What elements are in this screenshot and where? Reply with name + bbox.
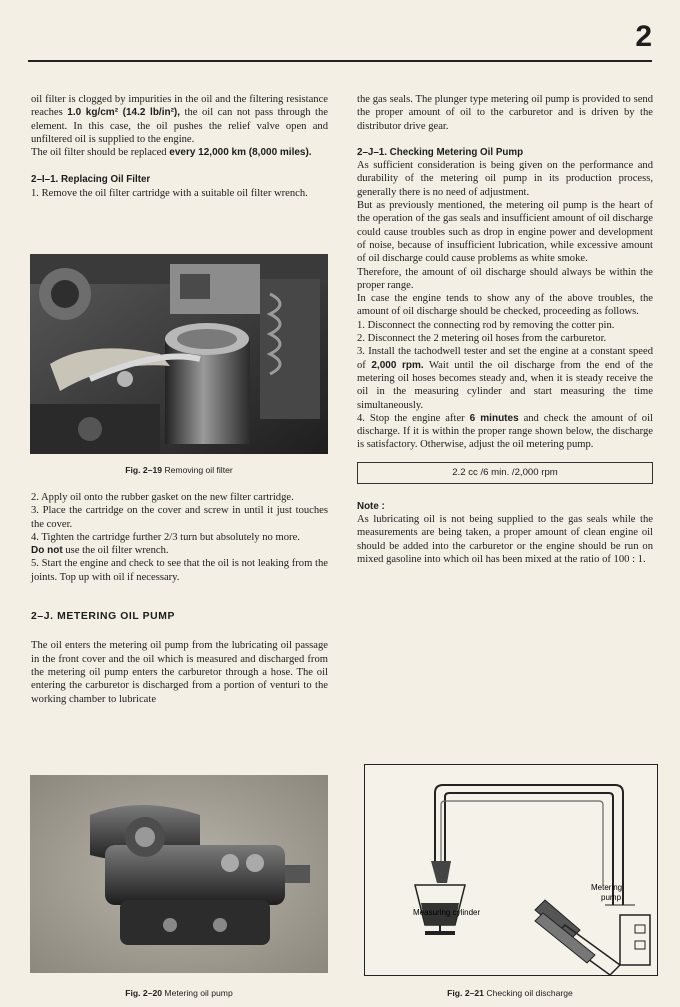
cylinder-label: Measuring cylinder [413,908,481,917]
paragraph-1: As sufficient consideration is being given on the performance and durability of the metering oil pump in its production process, generally there is no need of adjustment. [357,160,653,198]
left-column-top [31,93,328,200]
page-number: 2 [635,20,652,53]
note-paragraph: As lubricating oil is not being supplied to the gas seals while the measurements are being taken, a proper amount of clean engine oil should be added into the carburetor or the engine should be run on mixed gasoline into which oil has been mixed at the ratio of 100 : 1. [357,514,653,565]
metering-pump-photo [30,775,328,973]
section-paragraph: The oil enters the metering oil pump from the lubricating oil passage in the front cover and the oil which is measured and discharged from the metering oil pump enters the carburetor through a hose. The oil entering the carburetor is discharged from a portion of venturi to the working chamber to lubricate [31,640,328,705]
step-1: 1. Remove the oil filter cartridge with a suitable oil filter wrench. [31,187,308,199]
step-3: 3. Place the cartridge on the cover and screw in until it just touches the cover. [31,505,328,530]
metering-pump-drawing [535,900,650,975]
check-step-1: 1. Disconnect the connecting rod by removing the cotter pin. [357,319,615,331]
left-column-bottom [31,491,328,706]
check-step-4: 4. Stop the engine after 6 minutes and check the amount of oil discharge. If it is within the proper range shown below, the discharge is satisfactory. Otherwise, adjust the oil metering pump. [357,412,653,451]
paragraph-3: Therefore, the amount of oil discharge should always be within the proper range. [357,266,653,291]
intro-paragraph: oil filter is clogged by impurities in the oil and the filtering resistance reaches 1.0 kg/cm² (14.2 lb/in²), the oil can not pass through the element. In this case, the oil pushes the relief valve open and unfiltered oil is supplied to the engine. [31,94,328,145]
fig21-caption: Fig. 2–21 Checking oil discharge [447,988,573,998]
check-step-2: 2. Disconnect the 2 metering oil hoses from the carburetor. [357,333,607,345]
replace-heading: 2–I–1. Replacing Oil Filter [31,174,151,186]
pump-label-line1: Metering [591,883,623,892]
step-4: 4. Tighten the cartridge further 2/3 turn but absolutely no more. [31,531,300,543]
step-5: 5. Start the engine and check to see that the oil is not leaking from the joints. Top up with oil if necessary. [31,558,328,583]
note-heading: Note : [357,500,385,512]
pump-label-line2: pump [601,893,622,902]
step-2: 2. Apply oil onto the rubber gasket on the new filter cartridge. [31,492,294,503]
header-rule [28,60,652,62]
check-heading: 2–J–1. Checking Metering Oil Pump [357,146,524,158]
check-step-3: 3. Install the tachodwell tester and set the engine at a constant speed of 2,000 rpm. Wait until the oil discharge from the end of the metering oil hoses becomes steady and, when it is steady receive the oil in the measuring cylinder and start measuring the time simultaneously. [357,346,653,411]
oil-discharge-diagram [364,764,658,976]
right-column [357,93,653,566]
paragraph-4: In case the engine tends to show any of the above troubles, the amount of oil discharge should be checked, proceeding as follows. [357,293,653,318]
continued-paragraph: the gas seals. The plunger type metering oil pump is provided to send the proper amount of oil to the carburetor and is driven by the distributor drive gear. [357,94,653,132]
replace-paragraph: The oil filter should be replaced every 12,000 km (8,000 miles). [31,147,312,159]
paragraph-2: But as previously mentioned, the metering oil pump is the heart of the operation of the gas seals and insufficient amount of oil discharge could cause troubles such as drop in engine power and development of noise, because of insufficient lubrication, while excessive amount of oil discharge could cause problems as white smoke. [357,200,653,265]
do-not-note: Do not use the oil filter wrench. [31,545,169,557]
fig19-caption: Fig. 2–19 Removing oil filter [125,465,233,475]
oil-filter-photo [30,254,328,454]
fig20-caption: Fig. 2–20 Metering oil pump [125,988,233,998]
spec-box: 2.2 cc /6 min. /2,000 rpm [357,462,653,484]
section-heading: 2–J. METERING OIL PUMP [31,611,176,623]
